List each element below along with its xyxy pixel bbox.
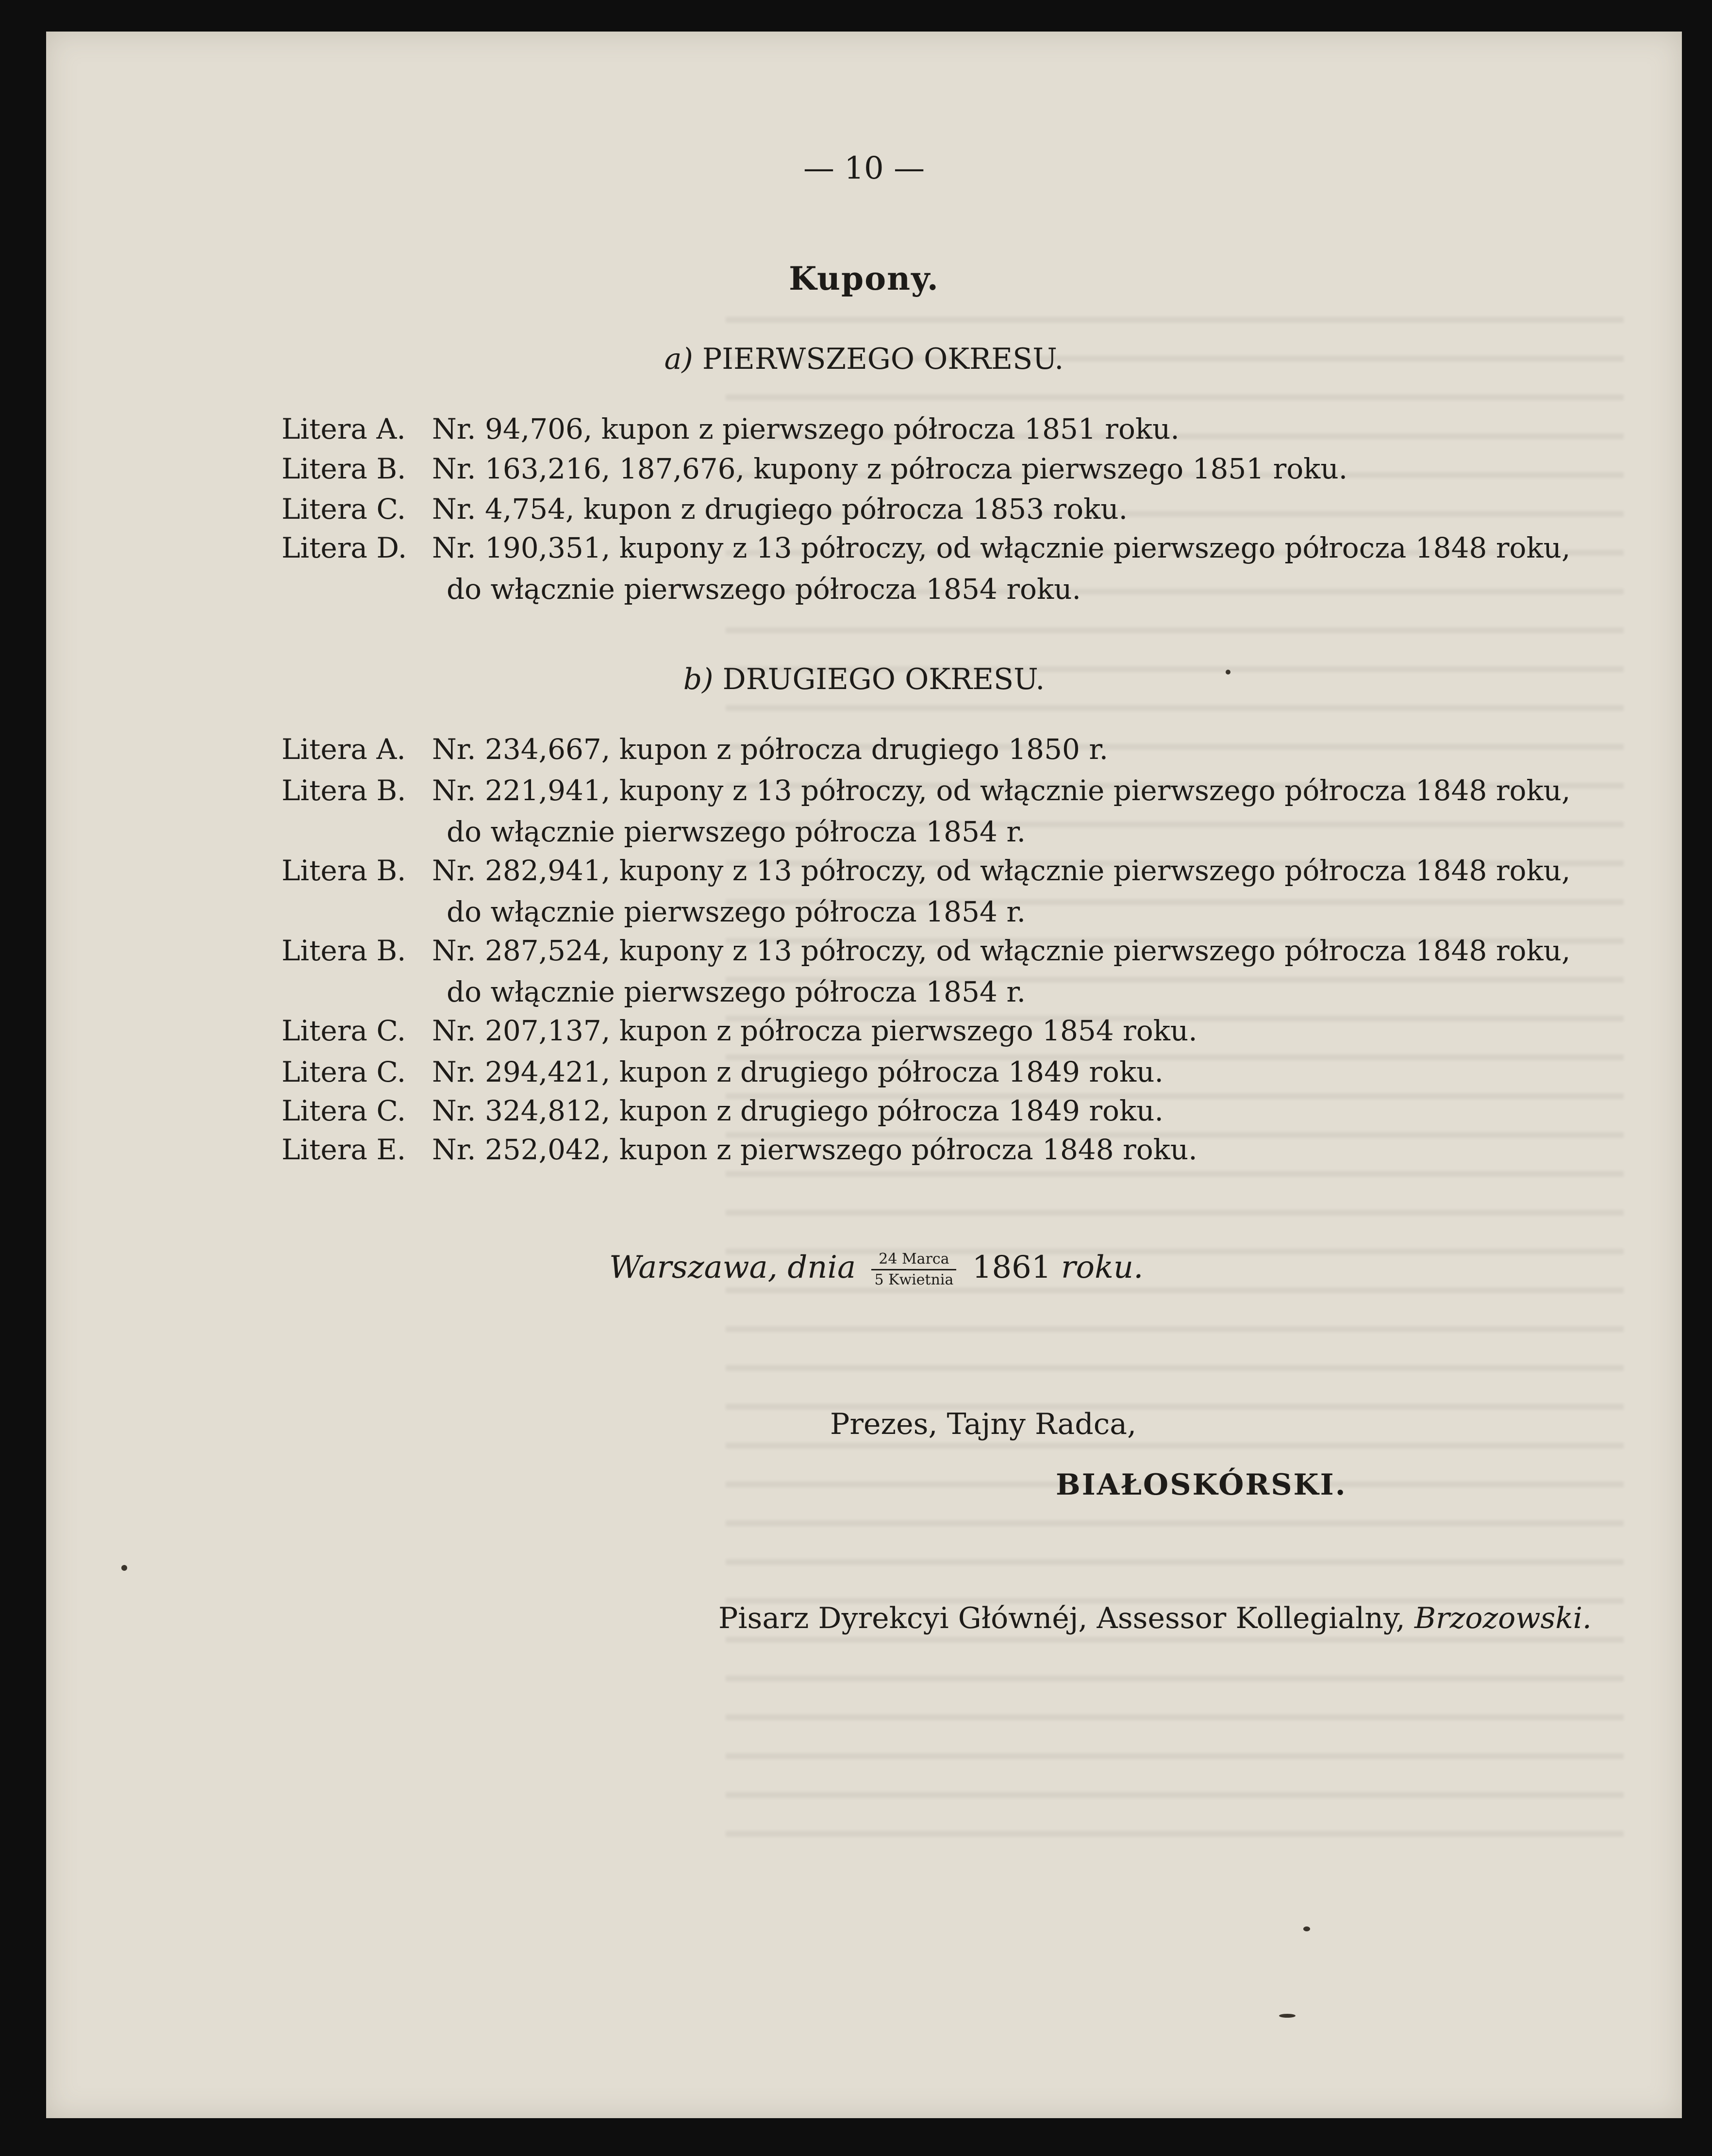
section-b-heading — [46, 662, 1682, 696]
litera-label: Litera C. — [282, 493, 406, 526]
paper-speck — [1279, 2014, 1296, 2018]
litera-label: Litera D. — [282, 531, 407, 564]
litera-label: Litera E. — [282, 1133, 406, 1166]
paper-speck — [1226, 670, 1230, 675]
section-a-title: PIERWSZEGO OKRESU. — [702, 342, 1064, 376]
litera-label: Litera C. — [282, 1055, 406, 1088]
litera-label: Litera C. — [282, 1014, 406, 1047]
page-number: — 10 — — [803, 150, 925, 186]
paper-speck — [121, 1565, 127, 1571]
scribe-line — [718, 1601, 1592, 1635]
coupon-continuation: do włącznie pierwszego półrocza 1854 r. — [447, 975, 1026, 1008]
coupon-text: Nr. 190,351, kupony z 13 półroczy, od włącznie pierwszego półrocza 1848 roku, — [432, 531, 1571, 564]
date-line — [609, 1250, 1143, 1290]
section-b-title: DRUGIEGO OKRESU. — [722, 662, 1045, 696]
litera-label: Litera A. — [282, 412, 406, 445]
coupon-text: Nr. 282,941, kupony z 13 półroczy, od włącznie pierwszego półrocza 1848 roku, — [432, 854, 1571, 887]
document-page — [46, 32, 1682, 2118]
coupon-text: Nr. 207,137, kupon z półrocza pierwszego 1854 roku. — [432, 1014, 1197, 1047]
litera-label: Litera C. — [282, 1094, 406, 1127]
coupon-text: Nr. 234,667, kupon z półrocza drugiego 1850 r. — [432, 733, 1109, 766]
signer-name: BIAŁOSKÓRSKI. — [1056, 1468, 1347, 1502]
litera-label: Litera B. — [282, 452, 406, 485]
section-a-heading — [46, 342, 1682, 376]
scribe-role: Pisarz Dyrekcyi Głównéj, Assessor Kollegialny, — [718, 1601, 1405, 1635]
coupon-text: Nr. 294,421, kupon z drugiego półrocza 1849 roku. — [432, 1055, 1163, 1088]
scribe-name: Brzozowski. — [1414, 1601, 1592, 1635]
litera-label: Litera B. — [282, 934, 406, 967]
coupon-text: Nr. 4,754, kupon z drugiego półrocza 1853 roku. — [432, 493, 1128, 526]
date-year: 1861 — [972, 1250, 1051, 1285]
coupon-text: Nr. 221,941, kupony z 13 półroczy, od włącznie pierwszego półrocza 1848 roku, — [432, 774, 1571, 807]
litera-label: Litera B. — [282, 774, 406, 807]
president-title: Prezes, Tajny Radca, — [830, 1407, 1137, 1441]
coupon-text: Nr. 287,524, kupony z 13 półroczy, od włącznie pierwszego półrocza 1848 roku, — [432, 934, 1571, 967]
coupon-continuation: do włącznie pierwszego półrocza 1854 r. — [447, 895, 1026, 928]
litera-label: Litera B. — [282, 854, 406, 887]
coupon-text: Nr. 252,042, kupon z pierwszego półrocza 1848 roku. — [432, 1133, 1197, 1166]
date-day-bottom: 5 Kwietnia — [874, 1271, 954, 1288]
date-place: Warszawa, dnia — [609, 1250, 856, 1285]
coupon-text: Nr. 94,706, kupon z pierwszego półrocza 1851 roku. — [432, 412, 1180, 445]
coupon-text: Nr. 163,216, 187,676, kupony z półrocza pierwszego 1851 roku. — [432, 452, 1348, 485]
date-fraction — [871, 1250, 956, 1290]
coupon-continuation: do włącznie pierwszego półrocza 1854 roku. — [447, 573, 1081, 606]
section-b-letter: b) — [683, 662, 714, 696]
litera-label: Litera A. — [282, 733, 406, 766]
coupon-continuation: do włącznie pierwszego półrocza 1854 r. — [447, 815, 1026, 848]
page-title: Kupony. — [789, 260, 939, 297]
paper-speck — [1303, 1926, 1310, 1931]
date-day-top: 24 Marca — [871, 1250, 956, 1270]
coupon-text: Nr. 324,812, kupon z drugiego półrocza 1849 roku. — [432, 1094, 1163, 1127]
section-a-letter: a) — [664, 342, 693, 376]
date-roku: roku. — [1061, 1250, 1144, 1285]
